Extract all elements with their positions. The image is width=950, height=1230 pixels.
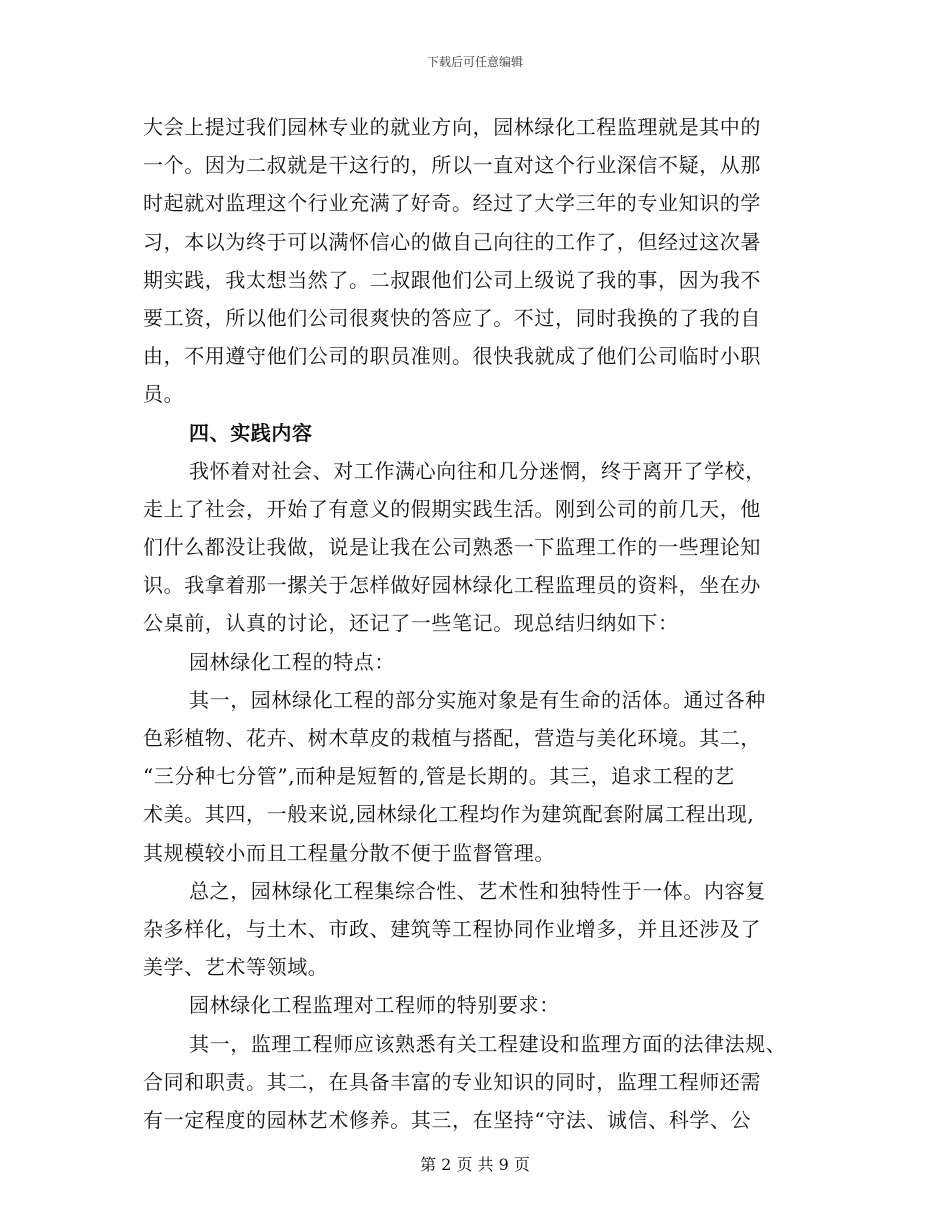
section-heading: 四、实践内容	[189, 420, 313, 445]
text-line: 园林绿化工程监理对工程师的特别要求：	[189, 993, 560, 1018]
page-number: 第 2 页 共 9 页	[420, 1155, 530, 1174]
text-line: 术美。其四，一般来说,园林绿化工程均作为建筑配套附属工程出现,	[143, 802, 755, 827]
text-line: 杂多样化，与土木、市政、建筑等工程协同作业增多，并且还涉及了	[143, 916, 761, 941]
text-line: 大会上提过我们园林专业的就业方向，园林绿化工程监理就是其中的	[143, 115, 761, 139]
text-line: 习，本以为终于可以满怀信心的做自己向往的工作了，但经过这次暑	[143, 229, 761, 254]
text-line: 合同和职责。其二，在具备丰富的专业知识的同时，监理工程师还需	[143, 1069, 761, 1094]
text-line: 要工资，所以他们公司很爽快的答应了。不过，同时我换的了我的自	[143, 305, 761, 330]
text-line: 其一，园林绿化工程的部分实施对象是有生命的活体。通过各种	[189, 687, 766, 712]
text-line: 们什么都没让我做，说是让我在公司熟悉一下监理工作的一些理论知	[143, 535, 761, 560]
text-line: 园林绿化工程的特点：	[189, 649, 395, 674]
text-line: 其一，监理工程师应该熟悉有关工程建设和监理方面的法律法规、	[189, 1031, 787, 1056]
text-line: 时起就对监理这个行业充满了好奇。经过了大学三年的专业知识的学	[143, 191, 761, 216]
text-line: 识。我拿着那一摞关于怎样做好园林绿化工程监理员的资料，坐在办	[143, 573, 761, 598]
text-line: 公桌前，认真的讨论，还记了一些笔记。现总结归纳如下：	[143, 611, 679, 636]
text-line: 期实践，我太想当然了。二叔跟他们公司上级说了我的事，因为我不	[143, 267, 761, 292]
document-body	[143, 108, 803, 1139]
text-line: 走上了社会，开始了有意义的假期实践生活。刚到公司的前几天，他	[143, 496, 761, 521]
page-header-note: 下载后可任意编辑	[426, 55, 523, 69]
text-line: 美学、艺术等领域。	[143, 955, 329, 980]
text-line: “三分种七分管”,而种是短暂的,管是长期的。其三，追求工程的艺	[143, 764, 735, 789]
text-line: 其规模较小而且工程量分散不便于监督管理。	[143, 840, 555, 865]
text-line: 由，不用遵守他们公司的职员准则。很快我就成了他们公司临时小职	[143, 344, 761, 369]
text-line: 我怀着对社会、对工作满心向往和几分迷惘，终于离开了学校，	[189, 458, 766, 483]
text-line: 色彩植物、花卉、树木草皮的栽植与搭配，营造与美化环境。其二，	[143, 726, 761, 750]
text-line: 总之，园林绿化工程集综合性、艺术性和独特性于一体。内容复	[189, 878, 766, 903]
text-line: 员。	[143, 382, 185, 407]
text-line: 有一定程度的园林艺术修养。其三，在坚持“守法、诚信、科学、公	[143, 1107, 752, 1132]
text-line: 一个。因为二叔就是干这行的，所以一直对这个行业深信不疑，从那	[143, 153, 761, 178]
